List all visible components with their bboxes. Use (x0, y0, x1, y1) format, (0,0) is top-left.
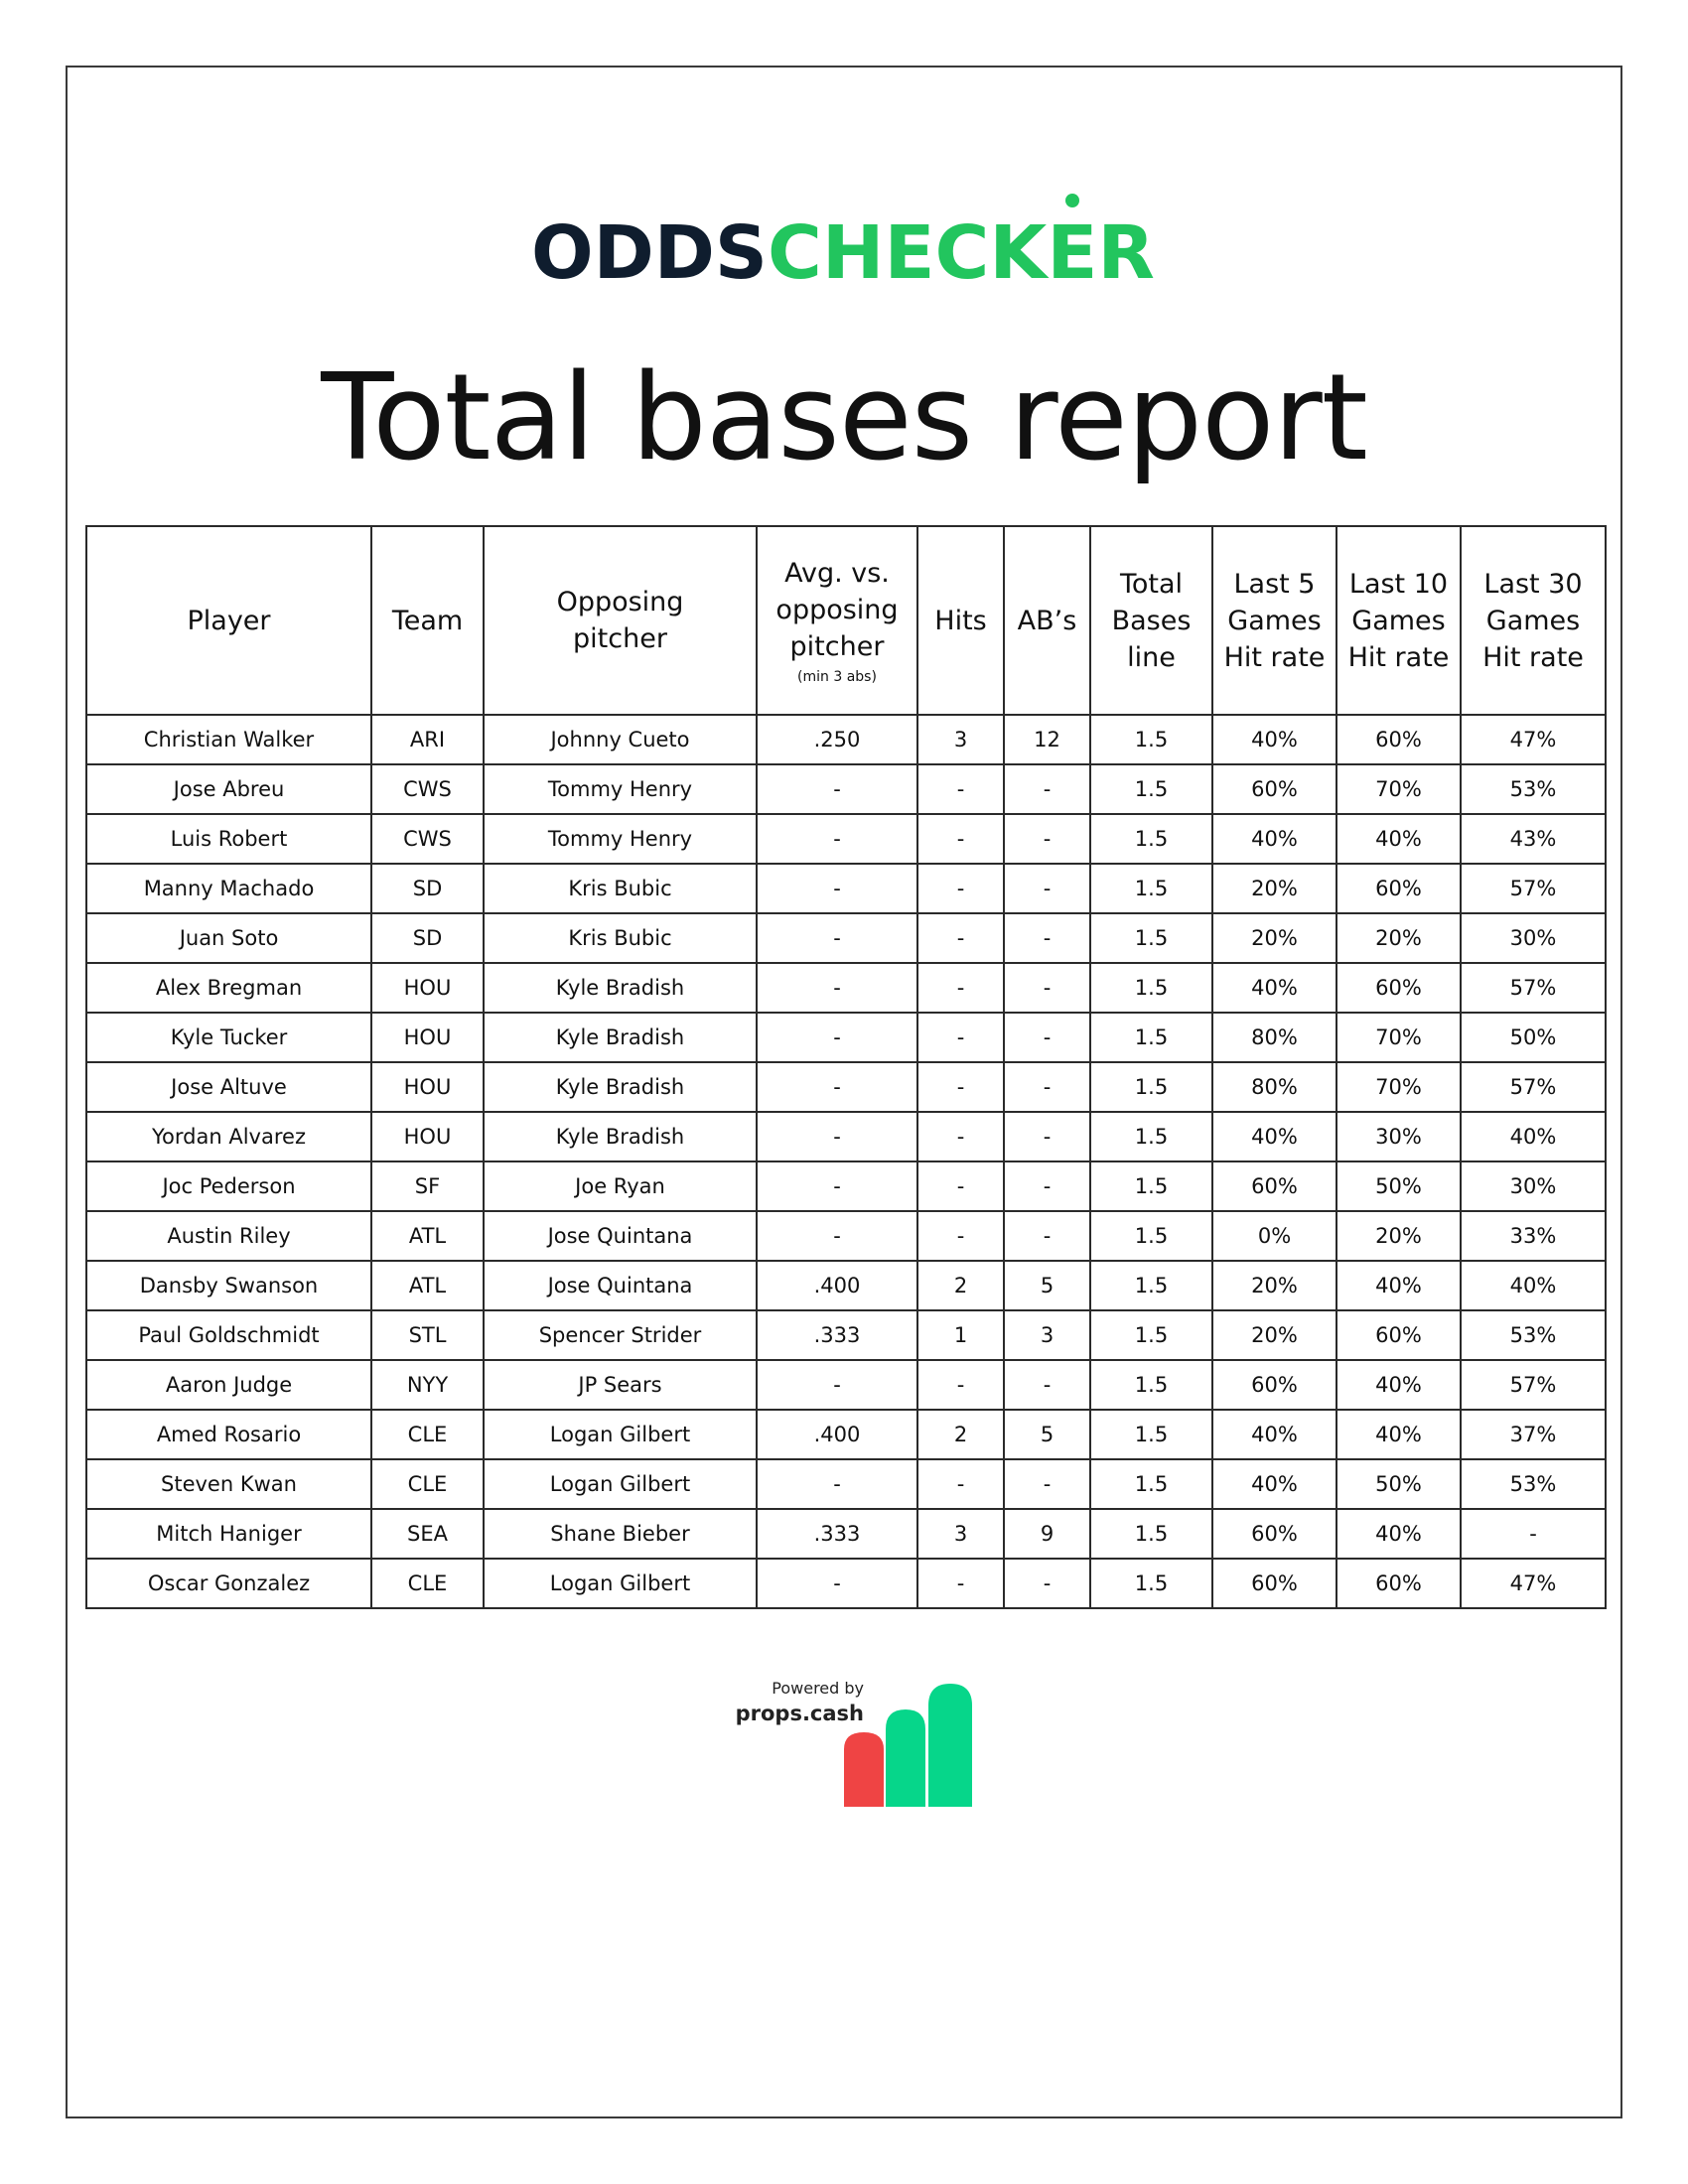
cell-hits: - (917, 1360, 1004, 1410)
cell-l10: 50% (1336, 1161, 1461, 1211)
cell-l10: 20% (1336, 913, 1461, 963)
cell-l5: 60% (1212, 764, 1336, 814)
cell-team: ARI (371, 715, 484, 764)
cell-l30: 40% (1461, 1112, 1606, 1161)
table-row (86, 1112, 1606, 1161)
cell-l30: 53% (1461, 764, 1606, 814)
cell-abs: - (1004, 1459, 1090, 1509)
cell-pitcher: Spencer Strider (484, 1310, 757, 1360)
cell-avg: - (757, 1161, 917, 1211)
powered-by-block (695, 1678, 864, 1727)
cell-avg: - (757, 864, 917, 913)
cell-player: Amed Rosario (86, 1410, 371, 1459)
cell-avg: - (757, 1112, 917, 1161)
table-row (86, 1559, 1606, 1608)
col-header-l30 (1461, 526, 1606, 715)
cell-player: Aaron Judge (86, 1360, 371, 1410)
cell-line: 1.5 (1090, 1062, 1212, 1112)
cell-avg: - (757, 1062, 917, 1112)
cell-abs: - (1004, 1360, 1090, 1410)
col-header-avg (757, 526, 917, 715)
cell-l5: 20% (1212, 864, 1336, 913)
cell-l5: 20% (1212, 1261, 1336, 1310)
table-row (86, 1261, 1606, 1310)
cell-line: 1.5 (1090, 1261, 1212, 1310)
col-header-player: Player (86, 526, 371, 715)
table-row (86, 1013, 1606, 1062)
cell-abs: - (1004, 1112, 1090, 1161)
cell-l10: 70% (1336, 764, 1461, 814)
cell-hits: - (917, 1161, 1004, 1211)
cell-l30: 30% (1461, 913, 1606, 963)
cell-avg: - (757, 1360, 917, 1410)
col-header-l30-label: Last 30 Games Hit rate (1482, 568, 1584, 673)
cell-avg: .400 (757, 1410, 917, 1459)
cell-line: 1.5 (1090, 1310, 1212, 1360)
cell-team: CWS (371, 814, 484, 864)
logo-bar-green-mid (886, 1709, 925, 1807)
cell-hits: 2 (917, 1410, 1004, 1459)
table-row (86, 1211, 1606, 1261)
cell-player: Joc Pederson (86, 1161, 371, 1211)
cell-player: Mitch Haniger (86, 1509, 371, 1559)
cell-abs: - (1004, 1062, 1090, 1112)
cell-l10: 60% (1336, 864, 1461, 913)
cell-pitcher: Kris Bubic (484, 864, 757, 913)
cell-hits: - (917, 963, 1004, 1013)
cell-team: ATL (371, 1261, 484, 1310)
cell-hits: - (917, 1211, 1004, 1261)
table-header-row (86, 526, 1606, 715)
cell-abs: 5 (1004, 1261, 1090, 1310)
cell-l5: 40% (1212, 814, 1336, 864)
cell-l30: 47% (1461, 715, 1606, 764)
cell-line: 1.5 (1090, 1013, 1212, 1062)
cell-l5: 40% (1212, 1459, 1336, 1509)
cell-avg: - (757, 913, 917, 963)
cell-hits: - (917, 1062, 1004, 1112)
cell-l10: 40% (1336, 1360, 1461, 1410)
cell-team: CLE (371, 1459, 484, 1509)
cell-l10: 60% (1336, 963, 1461, 1013)
col-header-avg-label: Avg. vs. opposing pitcher (775, 557, 899, 662)
cell-l30: 47% (1461, 1559, 1606, 1608)
cell-hits: - (917, 764, 1004, 814)
cell-player: Alex Bregman (86, 963, 371, 1013)
cell-l10: 40% (1336, 1410, 1461, 1459)
col-header-avg-note: (min 3 abs) (797, 668, 877, 685)
col-header-pitcher-label: Opposing pitcher (556, 587, 684, 654)
cell-hits: - (917, 1459, 1004, 1509)
col-header-l10 (1336, 526, 1461, 715)
cell-abs: 3 (1004, 1310, 1090, 1360)
cell-line: 1.5 (1090, 1112, 1212, 1161)
cell-hits: 2 (917, 1261, 1004, 1310)
cell-player: Oscar Gonzalez (86, 1559, 371, 1608)
cell-l30: 57% (1461, 963, 1606, 1013)
cell-player: Dansby Swanson (86, 1261, 371, 1310)
cell-l5: 60% (1212, 1509, 1336, 1559)
cell-avg: - (757, 1459, 917, 1509)
cell-l10: 30% (1336, 1112, 1461, 1161)
cell-l30: 53% (1461, 1310, 1606, 1360)
col-header-hits: Hits (917, 526, 1004, 715)
cell-pitcher: Kyle Bradish (484, 1013, 757, 1062)
cell-pitcher: Joe Ryan (484, 1161, 757, 1211)
cell-l5: 60% (1212, 1161, 1336, 1211)
cell-l5: 40% (1212, 963, 1336, 1013)
cell-l10: 40% (1336, 1509, 1461, 1559)
cell-pitcher: Logan Gilbert (484, 1410, 757, 1459)
cell-line: 1.5 (1090, 1559, 1212, 1608)
oddschecker-logo (531, 187, 1167, 296)
cell-l5: 60% (1212, 1559, 1336, 1608)
cell-pitcher: JP Sears (484, 1360, 757, 1410)
col-header-line-label: Total Bases line (1111, 568, 1192, 673)
cell-hits: - (917, 1013, 1004, 1062)
cell-line: 1.5 (1090, 1360, 1212, 1410)
cell-line: 1.5 (1090, 1410, 1212, 1459)
cell-l10: 40% (1336, 814, 1461, 864)
cell-avg: - (757, 1013, 917, 1062)
cell-team: SD (371, 913, 484, 963)
cell-team: STL (371, 1310, 484, 1360)
cell-pitcher: Logan Gilbert (484, 1559, 757, 1608)
cell-hits: - (917, 1112, 1004, 1161)
cell-team: ATL (371, 1211, 484, 1261)
cell-l30: 57% (1461, 1062, 1606, 1112)
cell-team: HOU (371, 1062, 484, 1112)
cell-avg: - (757, 1211, 917, 1261)
cell-abs: - (1004, 1013, 1090, 1062)
col-header-l5 (1212, 526, 1336, 715)
cell-team: SD (371, 864, 484, 913)
cell-l10: 70% (1336, 1013, 1461, 1062)
table-row (86, 814, 1606, 864)
table-row (86, 764, 1606, 814)
cell-l30: - (1461, 1509, 1606, 1559)
page-title: Total bases report (321, 349, 1367, 487)
cell-l10: 20% (1336, 1211, 1461, 1261)
col-header-line (1090, 526, 1212, 715)
cell-team: HOU (371, 963, 484, 1013)
cell-l5: 40% (1212, 1112, 1336, 1161)
cell-avg: - (757, 963, 917, 1013)
cell-hits: - (917, 1559, 1004, 1608)
cell-team: NYY (371, 1360, 484, 1410)
cell-line: 1.5 (1090, 1211, 1212, 1261)
cell-l10: 60% (1336, 1310, 1461, 1360)
cell-line: 1.5 (1090, 864, 1212, 913)
col-header-l10-label: Last 10 Games Hit rate (1347, 568, 1450, 673)
cell-player: Jose Altuve (86, 1062, 371, 1112)
table-row (86, 864, 1606, 913)
cell-line: 1.5 (1090, 1161, 1212, 1211)
table-row (86, 1310, 1606, 1360)
cell-player: Jose Abreu (86, 764, 371, 814)
cell-pitcher: Kyle Bradish (484, 1062, 757, 1112)
cell-pitcher: Johnny Cueto (484, 715, 757, 764)
cell-player: Steven Kwan (86, 1459, 371, 1509)
table-row (86, 1509, 1606, 1559)
cell-player: Kyle Tucker (86, 1013, 371, 1062)
cell-team: SF (371, 1161, 484, 1211)
table-row (86, 1459, 1606, 1509)
cell-pitcher: Tommy Henry (484, 814, 757, 864)
cell-l5: 60% (1212, 1360, 1336, 1410)
cell-player: Christian Walker (86, 715, 371, 764)
cell-pitcher: Kris Bubic (484, 913, 757, 963)
col-header-pitcher (484, 526, 757, 715)
cell-l10: 40% (1336, 1261, 1461, 1310)
cell-line: 1.5 (1090, 715, 1212, 764)
col-header-abs: AB’s (1004, 526, 1090, 715)
cell-pitcher: Logan Gilbert (484, 1459, 757, 1509)
cell-avg: .400 (757, 1261, 917, 1310)
cell-line: 1.5 (1090, 963, 1212, 1013)
cell-avg: .333 (757, 1310, 917, 1360)
cell-l10: 60% (1336, 1559, 1461, 1608)
cell-team: CWS (371, 764, 484, 814)
cell-abs: - (1004, 1211, 1090, 1261)
cell-l30: 57% (1461, 864, 1606, 913)
cell-pitcher: Kyle Bradish (484, 963, 757, 1013)
cell-l30: 57% (1461, 1360, 1606, 1410)
cell-l5: 20% (1212, 913, 1336, 963)
cell-pitcher: Jose Quintana (484, 1261, 757, 1310)
cell-l30: 40% (1461, 1261, 1606, 1310)
cell-team: CLE (371, 1559, 484, 1608)
cell-line: 1.5 (1090, 764, 1212, 814)
cell-l30: 33% (1461, 1211, 1606, 1261)
cell-pitcher: Kyle Bradish (484, 1112, 757, 1161)
powered-by-label: Powered by (772, 1679, 864, 1698)
cell-l10: 60% (1336, 715, 1461, 764)
cell-team: HOU (371, 1112, 484, 1161)
logo-part-checker: CHECKER (768, 210, 1155, 296)
col-header-team: Team (371, 526, 484, 715)
cell-pitcher: Tommy Henry (484, 764, 757, 814)
cell-l30: 37% (1461, 1410, 1606, 1459)
cell-avg: - (757, 1559, 917, 1608)
cell-team: CLE (371, 1410, 484, 1459)
cell-abs: - (1004, 864, 1090, 913)
cell-l30: 30% (1461, 1161, 1606, 1211)
cell-player: Yordan Alvarez (86, 1112, 371, 1161)
cell-pitcher: Shane Bieber (484, 1509, 757, 1559)
cell-l5: 40% (1212, 1410, 1336, 1459)
cell-l5: 20% (1212, 1310, 1336, 1360)
cell-l5: 40% (1212, 715, 1336, 764)
cell-line: 1.5 (1090, 1509, 1212, 1559)
table-row (86, 1410, 1606, 1459)
cell-line: 1.5 (1090, 814, 1212, 864)
cell-team: HOU (371, 1013, 484, 1062)
cell-avg: - (757, 814, 917, 864)
cell-line: 1.5 (1090, 1459, 1212, 1509)
cell-line: 1.5 (1090, 913, 1212, 963)
props-cash-brand: props.cash (735, 1702, 864, 1725)
cell-abs: - (1004, 764, 1090, 814)
table-body (86, 715, 1606, 1608)
cell-abs: 9 (1004, 1509, 1090, 1559)
cell-hits: 1 (917, 1310, 1004, 1360)
cell-abs: - (1004, 814, 1090, 864)
props-cash-logo-icon (844, 1678, 983, 1807)
cell-l10: 70% (1336, 1062, 1461, 1112)
logo-bar-red (844, 1732, 884, 1807)
cell-avg: .250 (757, 715, 917, 764)
cell-player: Paul Goldschmidt (86, 1310, 371, 1360)
table-row (86, 1062, 1606, 1112)
cell-abs: - (1004, 913, 1090, 963)
cell-l5: 0% (1212, 1211, 1336, 1261)
cell-avg: - (757, 764, 917, 814)
cell-l5: 80% (1212, 1062, 1336, 1112)
cell-abs: 5 (1004, 1410, 1090, 1459)
table-row (86, 913, 1606, 963)
cell-l30: 43% (1461, 814, 1606, 864)
cell-hits: - (917, 814, 1004, 864)
cell-hits: - (917, 913, 1004, 963)
cell-avg: .333 (757, 1509, 917, 1559)
cell-hits: 3 (917, 715, 1004, 764)
table-row (86, 1360, 1606, 1410)
cell-l30: 53% (1461, 1459, 1606, 1509)
logo-bar-green-tall (928, 1684, 972, 1807)
cell-team: SEA (371, 1509, 484, 1559)
cell-abs: - (1004, 963, 1090, 1013)
col-header-l5-label: Last 5 Games Hit rate (1223, 568, 1326, 673)
table-row (86, 963, 1606, 1013)
cell-player: Manny Machado (86, 864, 371, 913)
cell-l30: 50% (1461, 1013, 1606, 1062)
cell-player: Luis Robert (86, 814, 371, 864)
cell-pitcher: Jose Quintana (484, 1211, 757, 1261)
cell-player: Juan Soto (86, 913, 371, 963)
total-bases-table (85, 525, 1607, 1609)
logo-dot-icon (1065, 194, 1079, 207)
cell-player: Austin Riley (86, 1211, 371, 1261)
cell-hits: - (917, 864, 1004, 913)
cell-abs: 12 (1004, 715, 1090, 764)
cell-abs: - (1004, 1559, 1090, 1608)
logo-part-odds: ODDS (531, 210, 768, 296)
cell-abs: - (1004, 1161, 1090, 1211)
cell-hits: 3 (917, 1509, 1004, 1559)
cell-l5: 80% (1212, 1013, 1336, 1062)
table-row (86, 1161, 1606, 1211)
table-row (86, 715, 1606, 764)
cell-l10: 50% (1336, 1459, 1461, 1509)
